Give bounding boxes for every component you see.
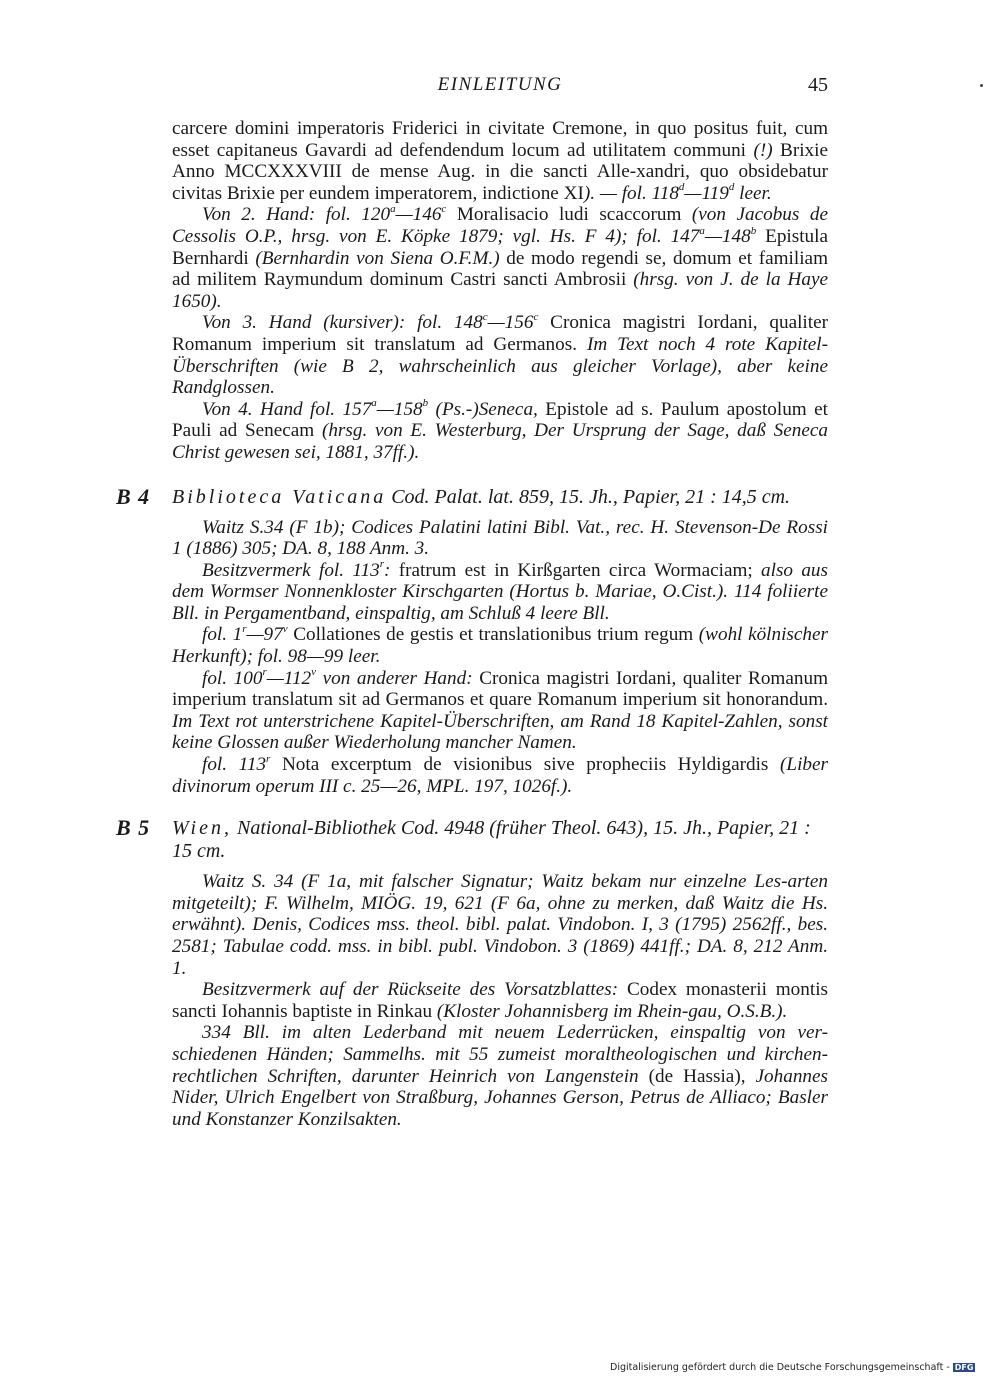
dfg-logo: DFG — [954, 1363, 974, 1372]
entry-title: Wien, National-Bibliothek Cod. 4948 (früher Theol. 643), 15. Jh., Papier, 21 : 15 cm. — [172, 817, 811, 863]
intro-paragraph: Von 4. Hand fol. 157$^a$—158$^b$ (Ps.-)Seneca, Epistole ad s. Paulum apostolum et Pauli ad Senecam (hrsg. von E. Westerburg, Der Ursprung der Sage, daß Seneca Christ gewesen sei, 1881, 37ff.). — [172, 397, 828, 463]
entry-paragraph: fol. 100$^r$—112$^v$ von anderer Hand: Cronica magistri Iordani, qualiter Romanum imperium translatum sit ad Germanos et quare Romanum imperium sit honorandum. Im Text rot unterstrichene Kapitel-Überschriften, am Rand 18 Kapitel-Zahlen, sonst keine Glossen außer Wiederholung mancher Namen. — [172, 666, 828, 754]
entry-siglum: B 5 — [116, 815, 151, 841]
entry-paragraph: Besitzvermerk auf der Rückseite des Vorsatzblattes: Codex monasterii montis sancti Iohannis baptiste in Rinkau (Kloster Johannisberg im Rhein-gau, O.S.B.). — [172, 979, 828, 1022]
digitization-footer — [610, 1362, 975, 1373]
entry-paragraph: fol. 113$^r$ Nota excerptum de visionibus sive propheciis Hyldigardis (Liber divinorum operum III c. 25—26, MPL. 197, 1026f.). — [172, 752, 828, 797]
entry-body — [172, 871, 828, 1130]
margin-mark — [980, 84, 983, 87]
entry-siglum: B 4 — [116, 483, 151, 509]
entry-paragraph: Waitz S. 34 (F 1a, mit falscher Signatur; Waitz bekam nur einzelne Les-arten mitgeteilt); F. Wilhelm, MIÖG. 19, 621 (F 6a, ohne zu merken, daß Waitz die Hs. erwähnt). Denis, Codices mss. theol. bibl. palat. Vindobon. I, 3 (1795) 2562ff., bes. 2581; Tabulae codd. mss. in bibl. publ. Vindobon. 3 (1869) 441ff.; DA. 8, 212 Anm. 1. — [172, 871, 828, 979]
intro-paragraph: carcere domini imperatoris Friderici in civitate Cremone, in quo positus fuit, cum esset capitaneus Gavardi ad defendendum locum ad utilitatem communi (!) Brixie Anno MCCXXXVIII de mense Aug. in die sancti Alle-xandri, quo obsidebatur civitas Brixie per eundem imperatorem, indictione XI). — fol. 118$^d$—119$^d$ leer. — [172, 118, 828, 204]
manuscript-entry — [116, 483, 828, 798]
entry-title: Biblioteca Vaticana Cod. Palat. lat. 859, 15. Jh., Papier, 21 : 14,5 cm. — [172, 485, 791, 508]
entry-body — [172, 517, 828, 798]
running-title: EINLEITUNG — [437, 74, 563, 95]
intro-paragraph: Von 2. Hand: fol. 120$^a$—146$^c$ Moralisacio ludi scaccorum (von Jacobus de Cessolis O.P., hrsg. von E. Köpke 1879; vgl. Hs. F 4); fol. 147$^a$—148$^b$ Epistula Bernhardi (Bernhardin von Siena O.F.M.) de modo regendi se, domum et familiam ad militem Raymundum dominum Castri sancti Ambrosii (hrsg. von J. de la Haye 1650). — [172, 202, 828, 312]
intro-section — [172, 118, 828, 464]
entry-paragraph: fol. 1$^r$—97$^v$ Collationes de gestis et translationibus trium regum (wohl kölnischer Herkunft); fol. 98—99 leer. — [172, 623, 828, 668]
footer-text: Digitalisierung gefördert durch die Deutsche Forschungsgemeinschaft - — [610, 1362, 950, 1373]
manuscript-entry — [116, 815, 828, 1130]
manuscript-entries — [116, 483, 828, 1131]
entry-paragraph: Waitz S.34 (F 1b); Codices Palatini latini Bibl. Vat., rec. H. Stevenson-De Rossi 1 (1886) 305; DA. 8, 188 Anm. 3. — [172, 516, 828, 560]
page-body — [116, 118, 829, 1130]
page-number: 45 — [808, 74, 828, 96]
entry-paragraph: Besitzvermerk fol. 113$^r$: fratrum est in Kirßgarten circa Wormaciam; also aus dem Wormser Nonnenkloster Kirschgarten (Hortus b. Mariae, O.Cist.). 114 foliierte Bll. in Pergamentband, einspaltig, am Schluß 4 leere Bll. — [172, 558, 828, 624]
running-header — [172, 74, 828, 100]
intro-paragraph: Von 3. Hand (kursiver): fol. 148$^c$—156$^c$ Cronica magistri Iordani, qualiter Romanum imperium sit translatum ad Germanos. Im Text noch 4 rote Kapitel-Überschriften (wie B 2, wahrscheinlich aus gleicher Vorlage), aber keine Randglossen. — [172, 310, 829, 399]
entry-paragraph: 334 Bll. im alten Lederband mit neuem Lederrücken, einspaltig von ver-schiedenen Händen; Sammelhs. mit 55 zumeist moraltheologischen und kirchen-rechtlichen Schriften, darunter Heinrich von Langenstein (de Hassia), Johannes Nider, Ulrich Engelbert von Straßburg, Johannes Gerson, Petrus de Alliaco; Basler und Konstanzer Konzilsakten. — [172, 1022, 828, 1130]
